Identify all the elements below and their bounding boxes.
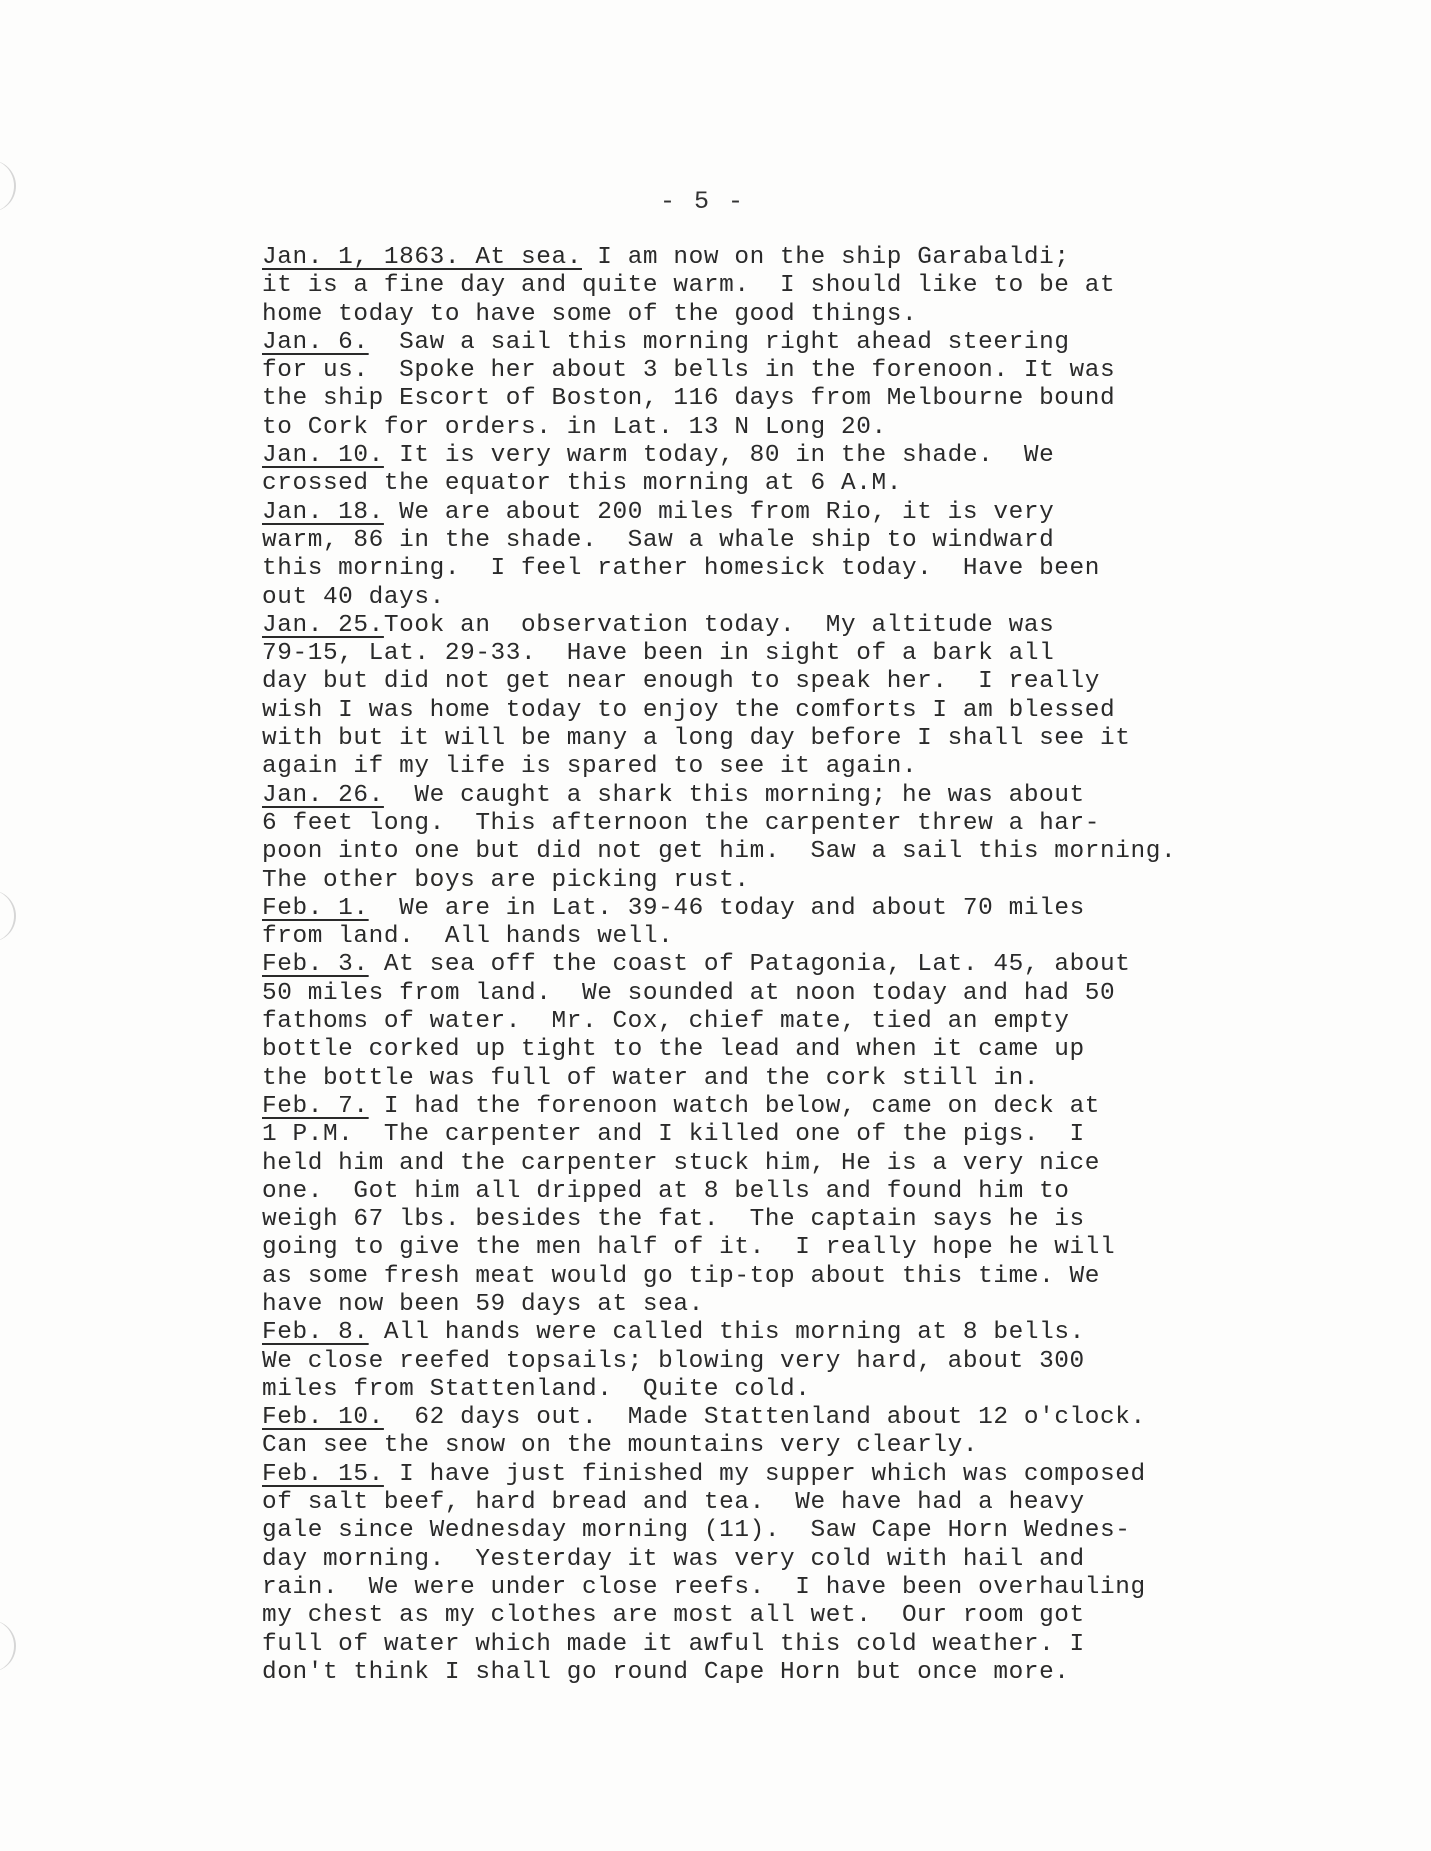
entry-text: the ship Escort of Boston, 116 days from Melbourne bound: [262, 385, 1116, 413]
punch-hole: [0, 890, 16, 942]
entry-line: [262, 1178, 1322, 1206]
entry-line: [262, 1348, 1322, 1376]
entry-line: [262, 1291, 1322, 1319]
entry-text: poon into one but did not get him. Saw a sail this morning.: [262, 838, 1177, 866]
entry-line: [262, 584, 1322, 612]
entry-text: of salt beef, hard bread and tea. We have had a heavy: [262, 1489, 1085, 1517]
diary-entry: [262, 1461, 1322, 1687]
entry-text: I am now on the ship Garabaldi;: [581, 244, 1070, 271]
entry-line: [262, 1234, 1322, 1262]
entry-text: It is very warm today, 80 in the shade. We: [383, 442, 1055, 470]
entry-text: as some fresh meat would go tip-top about this time. We: [262, 1262, 1101, 1290]
diary-entry: [262, 782, 1322, 895]
entry-line: [262, 470, 1322, 498]
entry-line: [262, 1461, 1322, 1489]
entry-line: [262, 753, 1322, 781]
entry-date: Feb. 1.: [262, 894, 369, 922]
entry-text: The other boys are picking rust.: [262, 866, 750, 894]
entry-text: wish I was home today to enjoy the comforts I am blessed: [262, 696, 1116, 724]
entry-date: Feb. 10.: [262, 1404, 384, 1432]
entry-text: home today to have some of the good things.: [262, 300, 918, 328]
entry-text: crossed the equator this morning at 6 A.M.: [262, 470, 902, 498]
entry-line: [262, 782, 1322, 810]
entry-line: [262, 1008, 1322, 1036]
entry-text: held him and the carpenter stuck him, He is a very nice: [262, 1149, 1101, 1177]
entry-line: [262, 1489, 1322, 1517]
entry-line: [262, 527, 1322, 555]
diary-entry: [262, 612, 1322, 782]
entry-date: Jan. 25.: [262, 611, 384, 639]
entry-line: [262, 1065, 1322, 1093]
entry-text: 62 days out. Made Stattenland about 12 o'clock.: [383, 1404, 1146, 1432]
entry-date: Feb. 8.: [262, 1319, 369, 1347]
entry-text: At sea off the coast of Patagonia, Lat. 45, about: [368, 951, 1131, 979]
entry-text: 1 P.M. The carpenter and I killed one of the pigs. I: [262, 1121, 1085, 1149]
entry-text: rain. We were under close reefs. I have been overhauling: [262, 1573, 1146, 1601]
entry-text: have now been 59 days at sea.: [262, 1290, 704, 1318]
entry-line: [262, 1036, 1322, 1064]
entry-date: Jan. 1, 1863. At sea.: [262, 244, 582, 271]
entry-text: my chest as my clothes are most all wet. Our room got: [262, 1602, 1085, 1630]
entry-date: Feb. 15.: [262, 1460, 384, 1488]
diary-entries: [262, 244, 1322, 1687]
entry-text: We are about 200 miles from Rio, it is very: [383, 498, 1055, 526]
diary-entry: [262, 1404, 1322, 1461]
entry-line: [262, 1659, 1322, 1687]
diary-entry: [262, 1319, 1322, 1404]
entry-date: Jan. 6.: [262, 328, 369, 356]
entry-line: [262, 838, 1322, 866]
entry-text: We caught a shark this morning; he was about: [383, 781, 1085, 809]
entry-text: 79-15, Lat. 29-33. Have been in sight of a bark all: [262, 640, 1055, 668]
entry-text: day but did not get near enough to speak her. I really: [262, 668, 1101, 696]
entry-date: Jan. 18.: [262, 498, 384, 526]
entry-text: I had the forenoon watch below, came on deck at: [368, 1092, 1101, 1120]
entry-text: All hands were called this morning at 8 bells.: [368, 1319, 1085, 1347]
entry-line: [262, 697, 1322, 725]
entry-line: [262, 272, 1322, 300]
entry-text: don't think I shall go round Cape Horn but once more.: [262, 1658, 1070, 1686]
diary-entry: [262, 329, 1322, 442]
entry-text: to Cork for orders. in Lat. 13 N Long 20.: [262, 413, 887, 441]
entry-text: it is a fine day and quite warm. I should like to be at: [262, 272, 1116, 300]
entry-line: [262, 923, 1322, 951]
entry-text: full of water which made it awful this cold weather. I: [262, 1630, 1085, 1658]
entry-text: Saw a sail this morning right ahead steering: [368, 328, 1070, 356]
entry-text: 6 feet long. This afternoon the carpenter threw a har-: [262, 809, 1101, 837]
entry-line: [262, 1150, 1322, 1178]
entry-line: [262, 1319, 1322, 1347]
entry-line: [262, 640, 1322, 668]
entry-text: going to give the men half of it. I really hope he will: [262, 1234, 1116, 1262]
entry-line: [262, 951, 1322, 979]
entry-line: [262, 1263, 1322, 1291]
entry-line: [262, 725, 1322, 753]
entry-text: again if my life is spared to see it again.: [262, 753, 918, 781]
diary-entry: [262, 895, 1322, 952]
entry-text: warm, 86 in the shade. Saw a whale ship to windward: [262, 526, 1055, 554]
entry-line: [262, 1376, 1322, 1404]
entry-text: this morning. I feel rather homesick today. Have been: [262, 555, 1101, 583]
entry-line: [262, 301, 1322, 329]
entry-line: [262, 1432, 1322, 1460]
entry-text: Can see the snow on the mountains very clearly.: [262, 1432, 979, 1460]
entry-line: [262, 895, 1322, 923]
entry-text: We are in Lat. 39-46 today and about 70 miles: [368, 894, 1085, 922]
entry-text: weigh 67 lbs. besides the fat. The captain says he is: [262, 1206, 1085, 1234]
diary-entry: [262, 244, 1322, 329]
entry-date: Feb. 7.: [262, 1092, 369, 1120]
entry-line: [262, 1206, 1322, 1234]
punch-hole: [0, 1620, 16, 1672]
entry-line: [262, 867, 1322, 895]
entry-text: gale since Wednesday morning (11). Saw Cape Horn Wednes-: [262, 1517, 1131, 1545]
entry-text: bottle corked up tight to the lead and when it came up: [262, 1036, 1085, 1064]
entry-line: [262, 810, 1322, 838]
entry-text: fathoms of water. Mr. Cox, chief mate, tied an empty: [262, 1008, 1070, 1036]
entry-text: I have just finished my supper which was composed: [383, 1460, 1146, 1488]
entry-text: day morning. Yesterday it was very cold with hail and: [262, 1545, 1085, 1573]
diary-entry: [262, 1093, 1322, 1319]
entry-line: [262, 357, 1322, 385]
entry-text: We close reefed topsails; blowing very hard, about 300: [262, 1347, 1085, 1375]
entry-line: [262, 1602, 1322, 1630]
entry-line: [262, 1574, 1322, 1602]
entry-line: [262, 385, 1322, 413]
page-number: - 5 -: [660, 187, 746, 216]
entry-line: [262, 442, 1322, 470]
entry-line: [262, 499, 1322, 527]
entry-text: miles from Stattenland. Quite cold.: [262, 1375, 811, 1403]
entry-date: Jan. 10.: [262, 442, 384, 470]
entry-text: one. Got him all dripped at 8 bells and found him to: [262, 1177, 1070, 1205]
entry-text: the bottle was full of water and the cork still in.: [262, 1064, 1040, 1092]
entry-line: [262, 1121, 1322, 1149]
entry-line: [262, 329, 1322, 357]
entry-text: from land. All hands well.: [262, 923, 674, 951]
entry-line: [262, 1517, 1322, 1545]
diary-entry: [262, 951, 1322, 1092]
entry-line: [262, 1546, 1322, 1574]
entry-date: Feb. 3.: [262, 951, 369, 979]
entry-line: [262, 414, 1322, 442]
entry-line: [262, 555, 1322, 583]
entry-date: Jan. 26.: [262, 781, 384, 809]
entry-line: [262, 1631, 1322, 1659]
entry-text: out 40 days.: [262, 583, 445, 611]
entry-line: [262, 980, 1322, 1008]
entry-line: [262, 1404, 1322, 1432]
entry-text: with but it will be many a long day before I shall see it: [262, 725, 1131, 753]
entry-line: [262, 668, 1322, 696]
entry-line: [262, 1093, 1322, 1121]
entry-line: [262, 612, 1322, 640]
entry-text: for us. Spoke her about 3 bells in the forenoon. It was: [262, 357, 1116, 385]
punch-hole: [0, 160, 16, 212]
diary-entry: [262, 499, 1322, 612]
entry-line: [262, 244, 1322, 272]
diary-entry: [262, 442, 1322, 499]
entry-text: Took an observation today. My altitude was: [383, 611, 1055, 639]
entry-text: 50 miles from land. We sounded at noon today and had 50: [262, 979, 1116, 1007]
